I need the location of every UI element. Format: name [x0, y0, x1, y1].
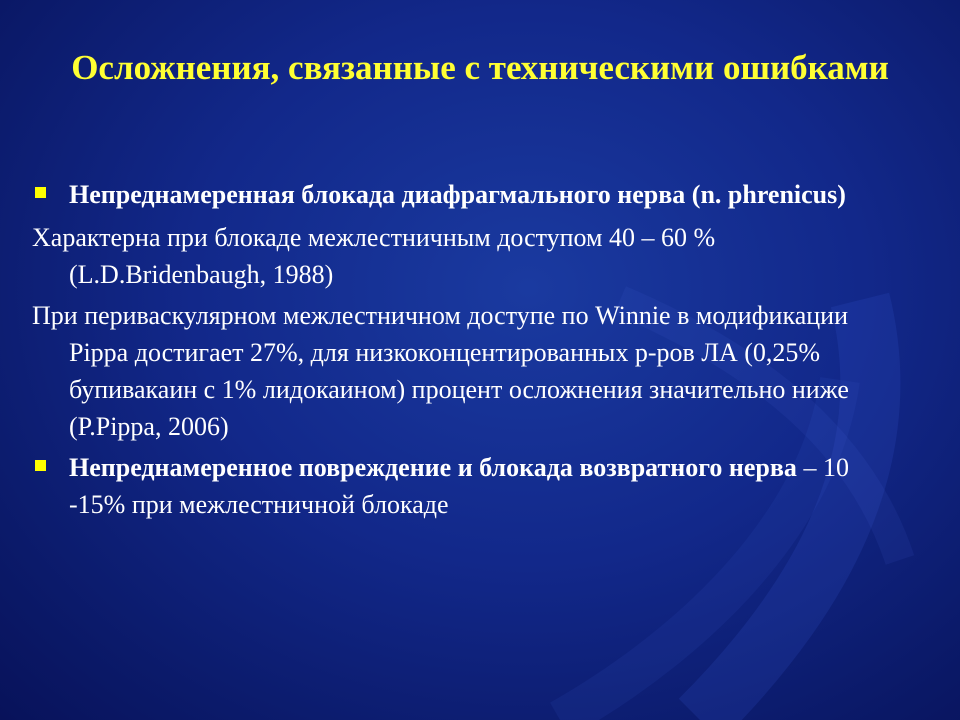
text-item-winnie-pippa	[32, 297, 902, 445]
bullet-item-recurrent-nerve	[32, 449, 902, 523]
square-bullet-icon	[35, 187, 46, 198]
text-interscalene-rate: Характерна при блокаде межлестничным доступом 40 – 60 % (L.D.Bridenbaugh, 1988)	[32, 223, 716, 289]
slide-title: Осложнения, связанные с техническими ошибками	[71, 48, 889, 87]
bullet-item-phrenic	[32, 176, 902, 213]
text-winnie-pippa: При периваскулярном межлестничном доступе по Winnie в модификации Pippa достигает 27%, для низкоконцентированных р-ров ЛА (0,25% бупивакаин с 1% лидокаином) процент осложнения значительно ниже (P.Pippa, 2006)	[32, 301, 849, 441]
bullet-text-recurrent: – 10 -15% при межлестничной блокаде	[69, 453, 849, 519]
slide-content	[32, 176, 902, 525]
bullet-heading-recurrent: Непреднамеренное повреждение и блокада возвратного нерва	[69, 453, 797, 482]
bullet-heading-phrenic: Непреднамеренная блокада диафрагмального нерва (n. phrenicus)	[69, 180, 846, 209]
square-bullet-icon	[35, 460, 46, 471]
text-item-interscalene-rate	[32, 219, 902, 293]
